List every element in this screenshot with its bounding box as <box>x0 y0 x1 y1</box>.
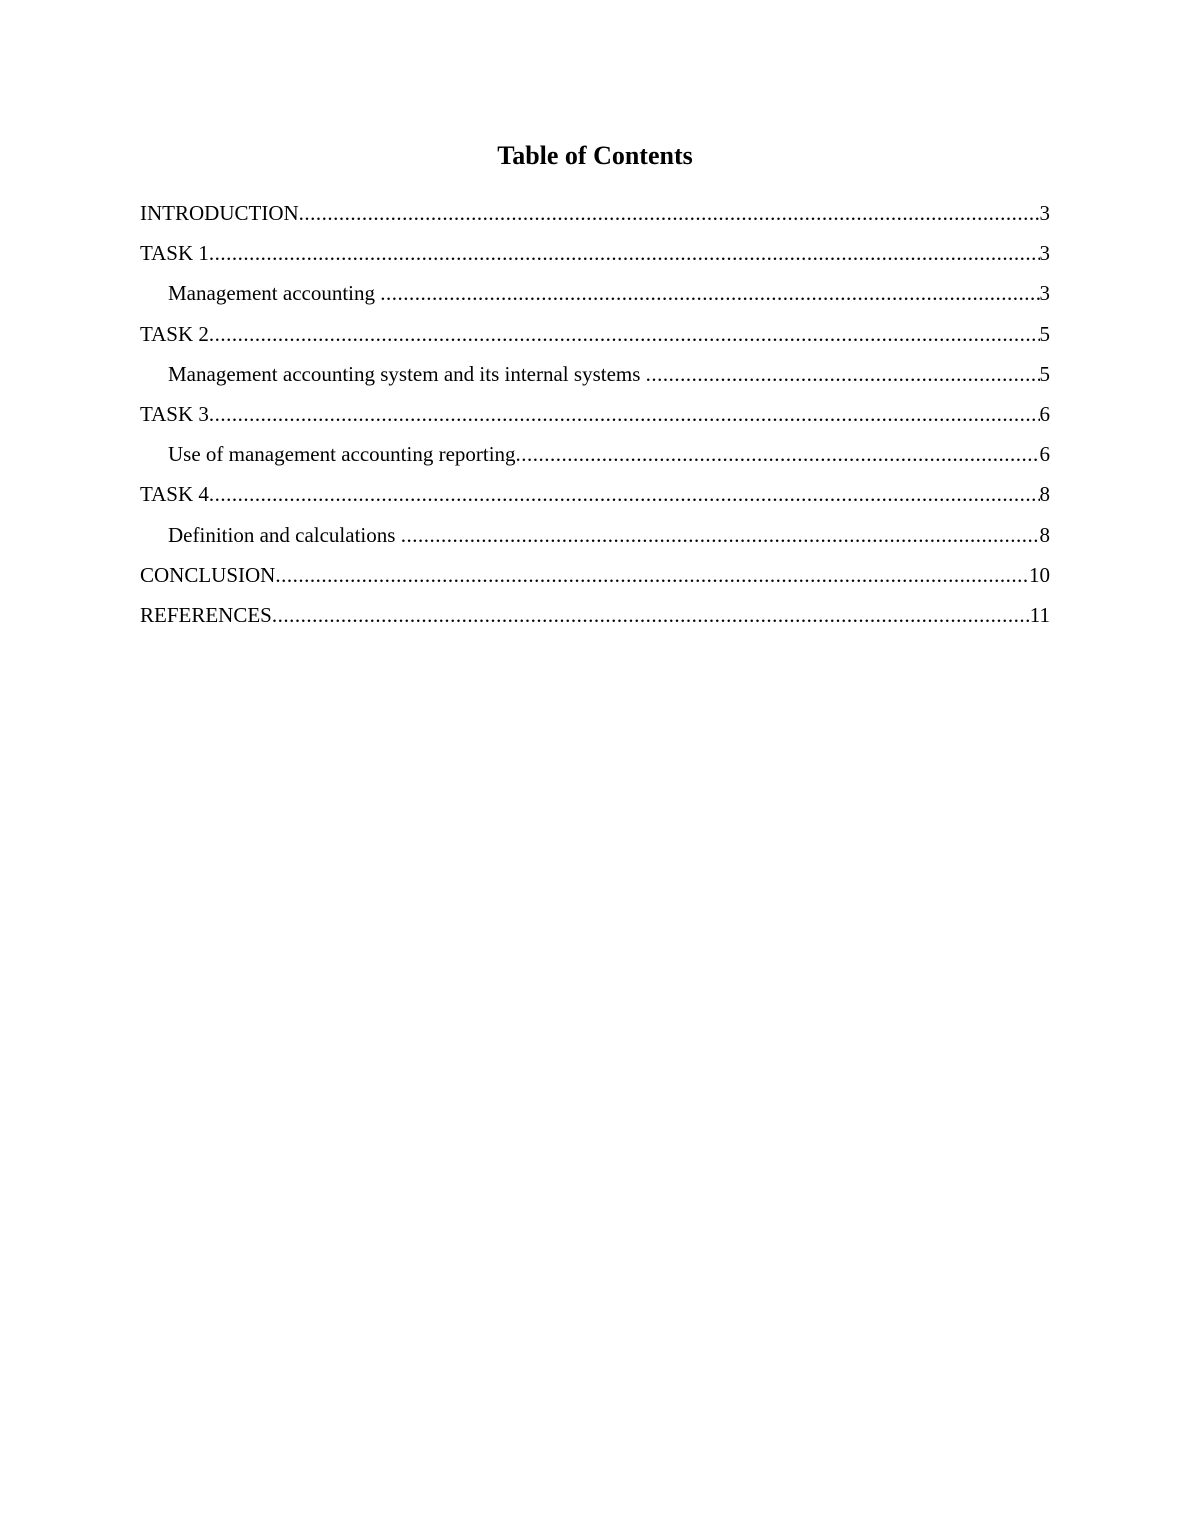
toc-entry-label: Use of management accounting reporting <box>168 442 516 467</box>
toc-entry-task-3[interactable] <box>140 399 1050 439</box>
dot-leader <box>209 319 1040 349</box>
dot-leader <box>209 238 1040 268</box>
dot-leader <box>299 198 1040 228</box>
toc-entry-label: TASK 4 <box>140 482 209 507</box>
toc-title: Table of Contents <box>497 141 693 170</box>
toc-entry-page-number: 6 <box>1039 442 1050 467</box>
toc-entry-label: Management accounting <box>168 281 381 306</box>
toc-entry-label: TASK 3 <box>140 401 209 426</box>
toc-entry-page-number: 3 <box>1039 281 1050 306</box>
toc-entry-management-accounting-system[interactable] <box>140 359 1050 399</box>
toc-entry-management-accounting-reporting[interactable] <box>140 439 1050 479</box>
toc-entry-page-number: 8 <box>1039 522 1050 547</box>
toc-entry-label: INTRODUCTION <box>140 201 299 225</box>
toc-entry-page-number: 3 <box>1039 241 1050 266</box>
dot-leader <box>209 399 1040 429</box>
toc-entry-label: CONCLUSION <box>140 562 276 587</box>
dot-leader <box>401 520 1040 550</box>
toc-entry-references[interactable] <box>140 600 1050 640</box>
toc-entry-definition-and-calculations[interactable] <box>140 520 1050 560</box>
toc-entry-page-number: 8 <box>1039 482 1050 507</box>
dot-leader <box>646 359 1040 389</box>
toc-entry-label: TASK 2 <box>140 321 209 346</box>
dot-leader <box>209 479 1040 509</box>
dot-leader <box>275 560 1029 590</box>
toc-entry-page-number: 6 <box>1039 401 1050 426</box>
dot-leader <box>272 600 1030 630</box>
toc-entry-task-1[interactable] <box>140 238 1050 278</box>
toc-entry-page-number: 3 <box>1039 201 1050 225</box>
toc-entry-label: Definition and calculations <box>168 522 401 547</box>
dot-leader <box>516 439 1040 469</box>
toc-entry-management-accounting[interactable] <box>140 278 1050 318</box>
toc-entry-page-number: 10 <box>1029 562 1050 587</box>
toc-list <box>140 198 1050 640</box>
toc-entry-introduction[interactable] <box>140 198 1050 238</box>
toc-entry-conclusion[interactable] <box>140 560 1050 600</box>
toc-entry-task-2[interactable] <box>140 319 1050 359</box>
toc-entry-label: TASK 1 <box>140 241 209 266</box>
toc-entry-label: REFERENCES <box>140 602 272 627</box>
toc-entry-page-number: 11 <box>1029 602 1050 627</box>
toc-entry-page-number: 5 <box>1039 361 1050 386</box>
toc-entry-task-4[interactable] <box>140 479 1050 519</box>
toc-entry-label: Management accounting system and its internal systems <box>168 361 646 386</box>
toc-entry-page-number: 5 <box>1039 321 1050 346</box>
dot-leader <box>380 278 1039 308</box>
